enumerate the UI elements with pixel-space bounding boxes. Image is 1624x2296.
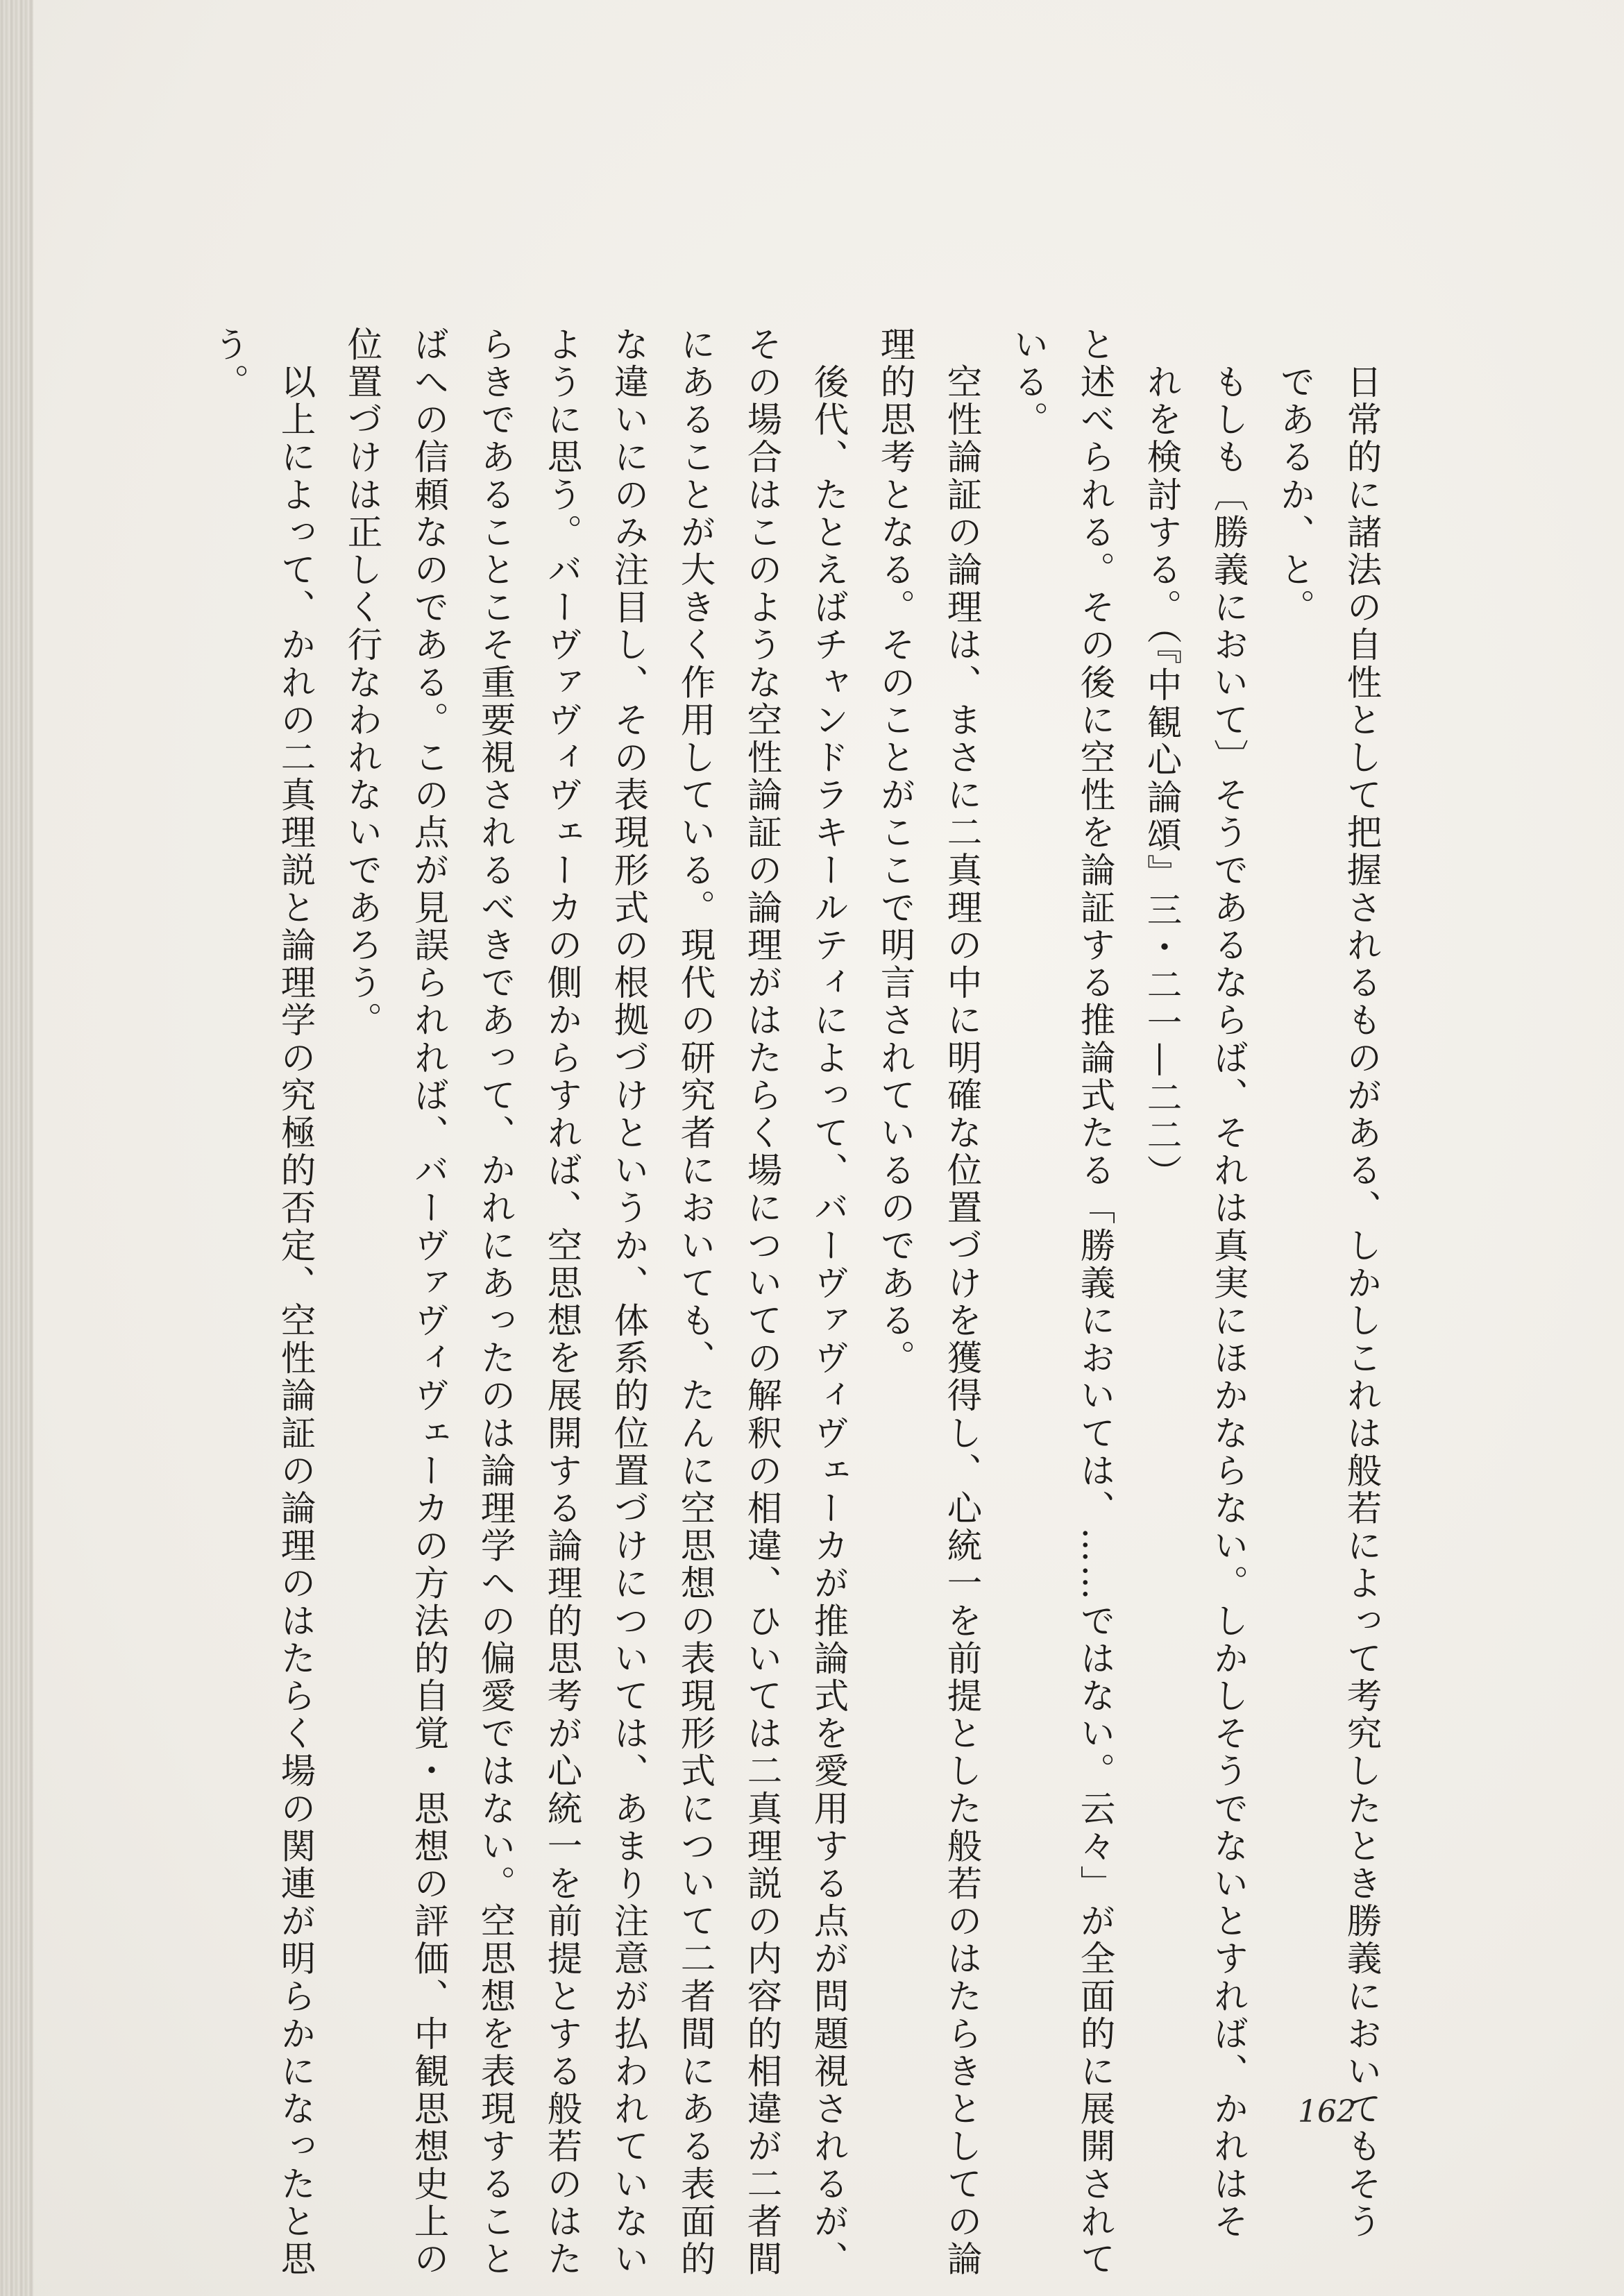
- vertical-body-text: [209, 326, 1395, 2279]
- text-line-2: であるか、と。: [1275, 326, 1316, 627]
- page-number: 162: [1298, 2094, 1356, 2129]
- text-line-18: う。: [209, 326, 250, 402]
- text-line-13: ように思う。バーヴァヴィヴェーカの側からすれば、空思想を展開する論理的思考が心統一を前提とする般若のはた: [542, 326, 583, 2279]
- text-line-7: 空性論証の論理は、まさに二真理の中に明確な位置づけを獲得し、心統一を前提とした般若のはたらきとしての論: [942, 326, 983, 2279]
- text-line-12: な違いにのみ注目し、その表現形式の根拠づけというか、体系的位置づけについては、あまり注意が払われていない: [609, 326, 650, 2279]
- text-line-4: れを検討する。（『中観心論頌』三・二一—二二）: [1142, 326, 1183, 1192]
- text-line-10: その場合はこのような空性論証の論理がはたらく場についての解釈の相違、ひいては二真理説の内容的相違が二者間: [742, 326, 783, 2279]
- text-line-6: いる。: [1008, 326, 1049, 439]
- text-line-16: 位置づけは正しく行なわれないであろう。: [342, 326, 383, 1039]
- text-line-17: 以上によって、かれの二真理説と論理学の究極的否定、空性論証の論理のはたらく場の関連が明らかになったと思: [276, 326, 316, 2279]
- text-line-5: と述べられる。その後に空性を論証する推論式たる「勝義においては、……ではない。云々」が全面的に展開されて: [1075, 326, 1116, 2279]
- text-line-9: 後代、たとえばチャンドラキールティによって、バーヴァヴィヴェーカが推論式を愛用する点が問題視されるが、: [809, 326, 849, 2279]
- text-line-1: 日常的に諸法の自性として把握されるものがある、しかしこれは般若によって考究したとき勝義においてもそう: [1342, 326, 1382, 2241]
- text-line-11: にあることが大きく作用している。現代の研究者においても、たんに空思想の表現形式について二者間にある表面的: [675, 326, 716, 2279]
- text-line-14: らきであることこそ重要視されるべきであって、かれにあったのは論理学への偏愛ではない。空思想を表現すること: [475, 326, 516, 2279]
- text-line-3: もしも〔勝義において〕そうであるならば、それは真実にほかならない。しかしそうでないとすれば、かれはそ: [1208, 326, 1249, 2241]
- text-line-15: ばへの信頼なのである。この点が見誤られれば、バーヴァヴィヴェーカの方法的自覚・思想の評価、中観思想史上の: [409, 326, 450, 2279]
- text-line-8: 理的思考となる。そのことがここで明言されているのである。: [875, 326, 916, 1377]
- page-binding-edge: [0, 0, 33, 2296]
